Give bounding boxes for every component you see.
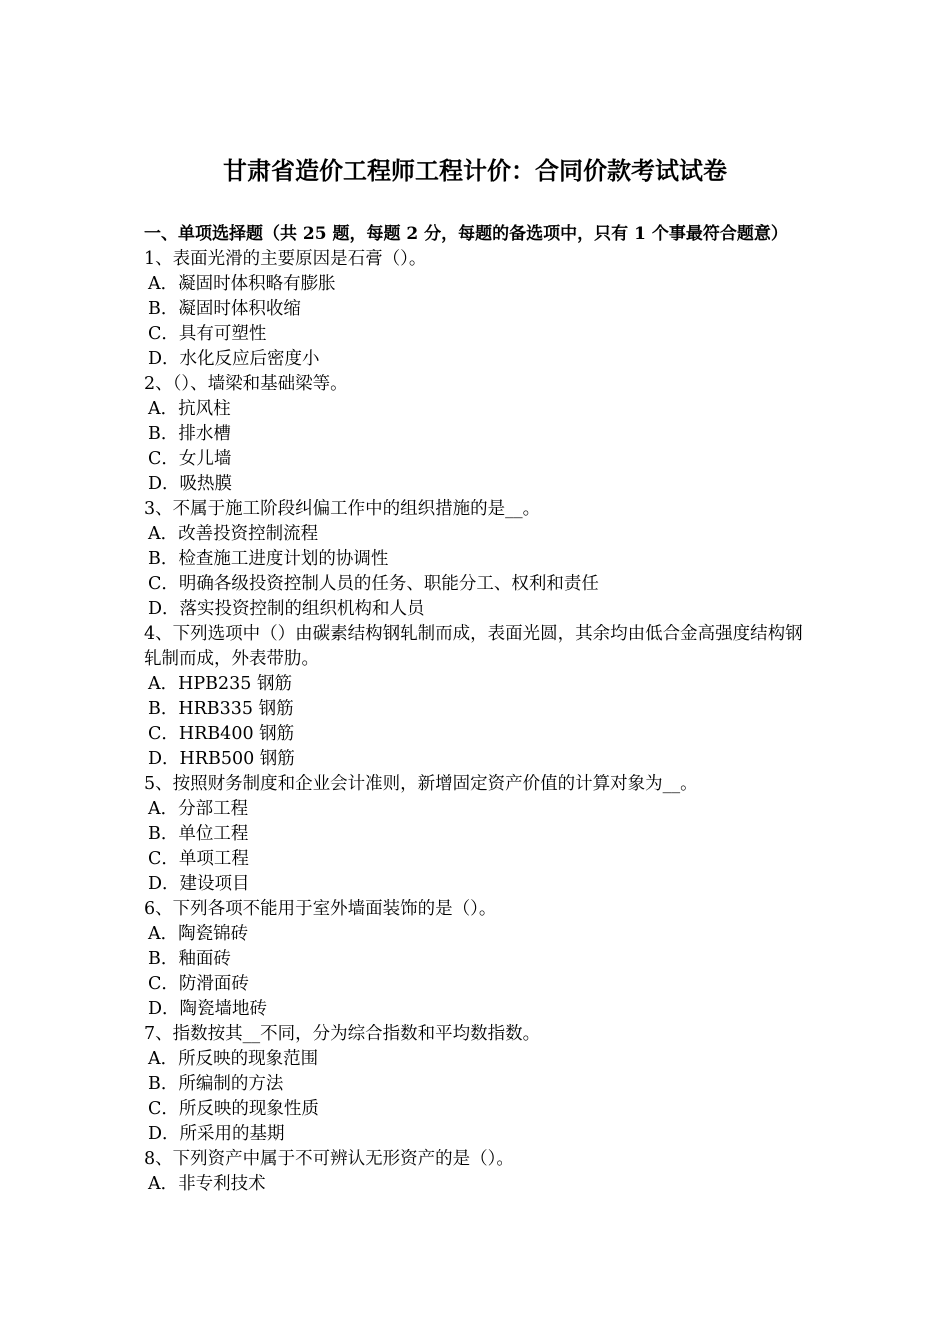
question-option: C．HRB400 钢筋 <box>148 724 295 744</box>
document-body <box>144 222 812 1197</box>
question-stem: 5、按照财务制度和企业会计准则，新增固定资产价值的计算对象为__。 <box>144 774 698 794</box>
question-option: A．陶瓷锦砖 <box>148 924 249 944</box>
question-option: D．陶瓷墙地砖 <box>148 999 268 1019</box>
question-option: A．非专利技术 <box>148 1174 266 1194</box>
question-option: A．抗风柱 <box>148 399 231 419</box>
question-option: B．单位工程 <box>148 824 249 844</box>
section-heading: 一、单项选择题（共 25 题，每题 2 分，每题的备选项中，只有 1 个事最符合题意） <box>144 224 788 244</box>
question-option: C．明确各级投资控制人员的任务、职能分工、权利和责任 <box>148 574 599 594</box>
question-option: A．改善投资控制流程 <box>148 524 319 544</box>
question-option: A．所反映的现象范围 <box>148 1049 319 1069</box>
question-option: D．所采用的基期 <box>148 1124 285 1144</box>
question-option: B．所编制的方法 <box>148 1074 284 1094</box>
question-option: B．釉面砖 <box>148 949 231 969</box>
document-title: 甘肃省造价工程师工程计价：合同价款考试试卷 <box>223 156 727 185</box>
question-option: B．检查施工进度计划的协调性 <box>148 549 389 569</box>
question-option: D．建设项目 <box>148 874 250 894</box>
question-option: C．所反映的现象性质 <box>148 1099 319 1119</box>
question-option: B．排水槽 <box>148 424 231 444</box>
question-stem: 4、下列选项中（）由碳素结构钢轧制而成，表面光圆，其余均由低合金高强度结构钢轧制而成，外表带肋。 <box>144 624 803 669</box>
question-option: C．单项工程 <box>148 849 249 869</box>
question-option: B．凝固时体积收缩 <box>148 299 301 319</box>
question-option: B．HRB335 钢筋 <box>148 699 294 719</box>
question-option: D．落实投资控制的组织机构和人员 <box>148 599 425 619</box>
question-option: C．女儿墙 <box>148 449 232 469</box>
question-stem: 8、下列资产中属于不可辨认无形资产的是（）。 <box>144 1149 514 1169</box>
question-stem: 6、下列各项不能用于室外墙面装饰的是（）。 <box>144 899 497 919</box>
question-option: A．凝固时体积略有膨胀 <box>148 274 336 294</box>
question-stem: 2、（）、墙梁和基础梁等。 <box>144 374 348 394</box>
question-stem: 7、指数按其__不同，分为综合指数和平均数指数。 <box>144 1024 541 1044</box>
question-stem: 3、不属于施工阶段纠偏工作中的组织措施的是__。 <box>144 499 541 519</box>
question-option: C．防滑面砖 <box>148 974 249 994</box>
question-option: D．吸热膜 <box>148 474 233 494</box>
question-stem: 1、表面光滑的主要原因是石膏（）。 <box>144 249 427 269</box>
question-option: A．分部工程 <box>148 799 249 819</box>
question-option: D．水化反应后密度小 <box>148 349 320 369</box>
question-option: A．HPB235 钢筋 <box>148 674 292 694</box>
question-option: C．具有可塑性 <box>148 324 267 344</box>
question-option: D．HRB500 钢筋 <box>148 749 295 769</box>
